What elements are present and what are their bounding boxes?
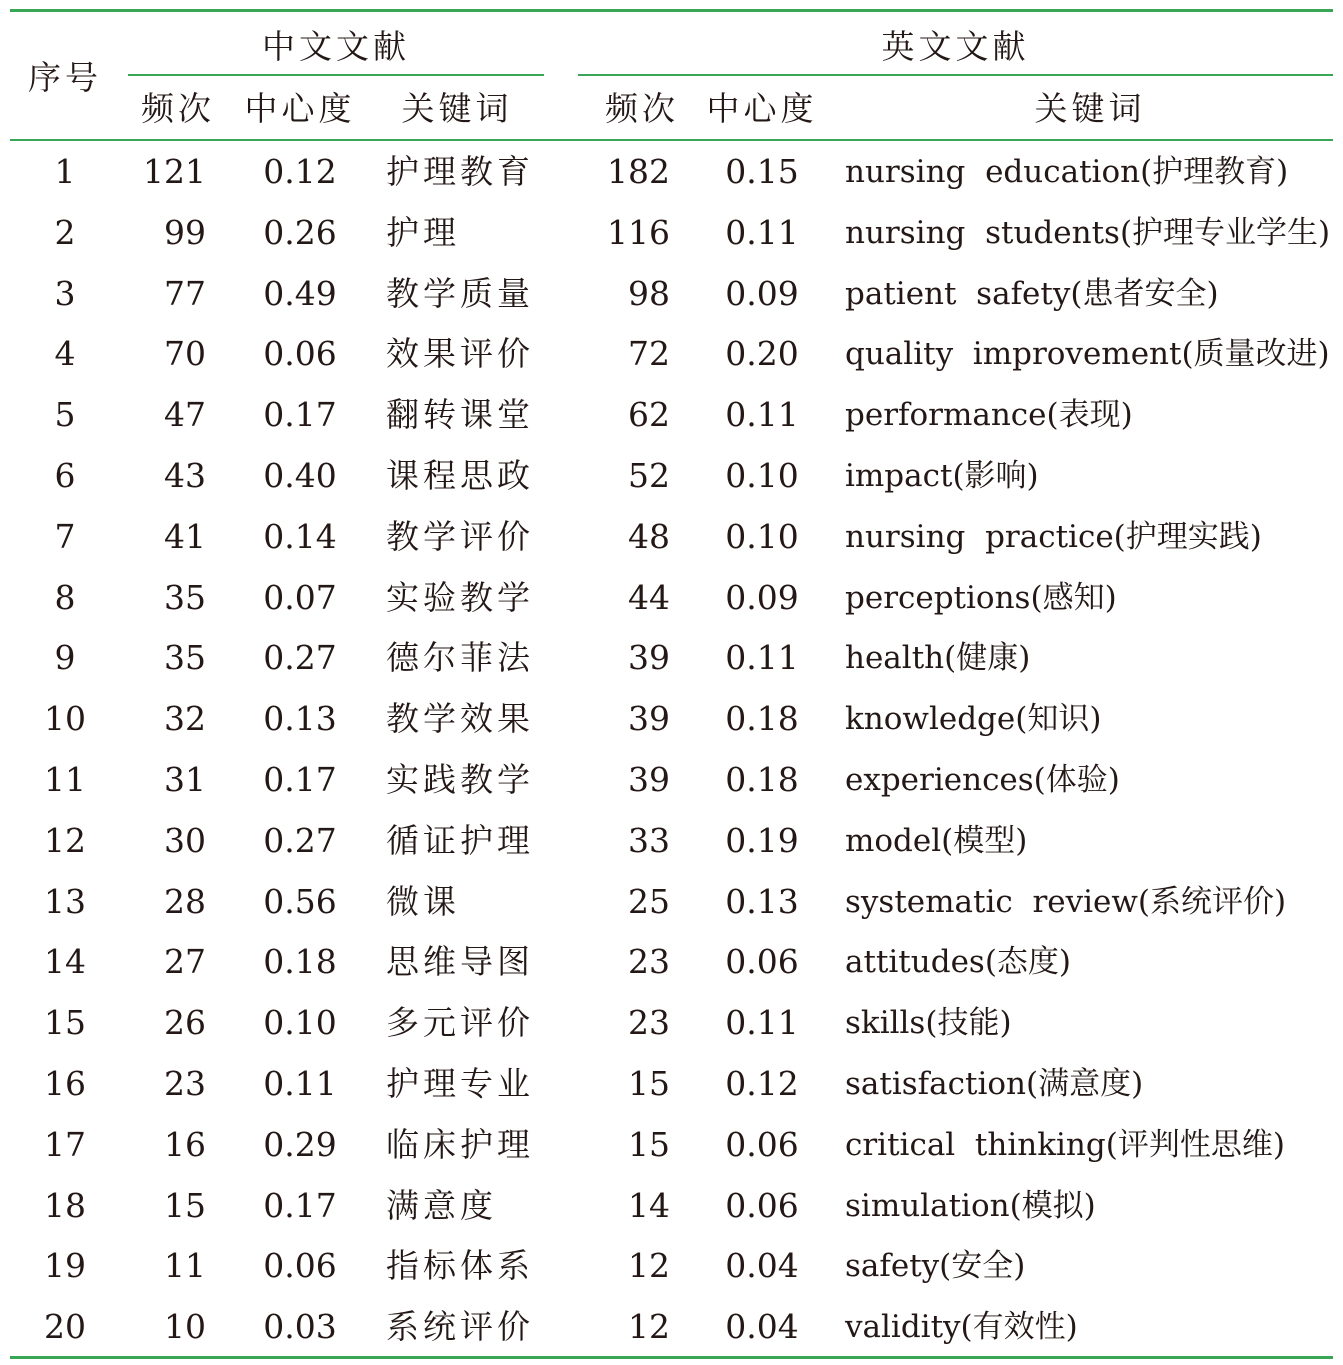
en-keyword: impact(影响) <box>845 458 1039 494</box>
en-keyword: safety(安全) <box>845 1248 1026 1285</box>
en-centrality: 0.09 <box>725 577 799 617</box>
cn-keyword: 实践教学 <box>386 760 534 799</box>
row-index: 13 <box>44 881 86 921</box>
cn-frequency: 70 <box>164 334 206 374</box>
en-keyword: critical thinking(评判性思维) <box>845 1126 1285 1163</box>
cn-centrality: 0.27 <box>263 820 337 860</box>
en-frequency: 52 <box>628 456 670 495</box>
row-index: 2 <box>54 212 76 252</box>
cn-keyword: 循证护理 <box>386 820 534 860</box>
en-centrality: 0.11 <box>725 638 799 678</box>
cn-frequency: 77 <box>164 273 206 313</box>
cn-frequency: 47 <box>164 395 206 435</box>
cn-frequency: 35 <box>164 577 206 617</box>
en-centrality: 0.10 <box>725 456 799 495</box>
en-centrality: 0.06 <box>725 942 799 982</box>
en-keyword: knowledge(知识) <box>845 701 1102 738</box>
row-index: 15 <box>44 1003 86 1043</box>
row-index: 3 <box>54 273 76 313</box>
row-index: 10 <box>44 699 86 739</box>
row-index: 9 <box>54 638 76 678</box>
cn-keyword: 临床护理 <box>386 1124 534 1164</box>
cn-frequency: 10 <box>164 1307 206 1347</box>
cn-centrality: 0.40 <box>263 456 337 495</box>
en-centrality: 0.19 <box>725 820 799 860</box>
en-keyword: patient safety(患者安全) <box>845 275 1219 312</box>
cn-centrality: 0.17 <box>263 760 337 799</box>
header-en-centrality: 中心度 <box>706 89 818 128</box>
en-frequency: 15 <box>628 1124 670 1164</box>
en-frequency: 25 <box>628 881 670 921</box>
en-keyword: attitudes(态度) <box>845 944 1072 981</box>
cn-keyword: 效果评价 <box>386 334 534 374</box>
row-index: 4 <box>54 334 76 374</box>
row-index: 18 <box>44 1185 86 1225</box>
row-index: 7 <box>54 516 76 556</box>
header-en-keyword: 关键词 <box>1034 89 1146 128</box>
cn-keyword: 指标体系 <box>386 1246 534 1286</box>
row-index: 6 <box>54 456 76 495</box>
cn-keyword: 微课 <box>386 881 460 921</box>
cn-centrality: 0.12 <box>263 152 337 191</box>
en-keyword: nursing students(护理专业学生) <box>845 214 1331 251</box>
header-cn-group: 中文文献 <box>262 27 410 66</box>
en-frequency: 39 <box>628 760 670 799</box>
header-index: 序号 <box>28 58 102 97</box>
en-centrality: 0.11 <box>725 212 799 252</box>
en-frequency: 23 <box>628 942 670 982</box>
en-centrality: 0.11 <box>725 395 799 435</box>
cn-keyword: 课程思政 <box>386 456 534 495</box>
row-index: 11 <box>44 760 86 799</box>
row-index: 12 <box>44 820 86 860</box>
cn-keyword: 护理专业 <box>386 1064 534 1103</box>
en-centrality: 0.09 <box>725 273 799 313</box>
en-keyword: simulation(模拟) <box>845 1187 1096 1224</box>
header-cn-keyword: 关键词 <box>401 89 513 128</box>
header-en-freq: 频次 <box>605 89 679 128</box>
en-centrality: 0.13 <box>725 881 799 921</box>
cn-centrality: 0.06 <box>263 1246 337 1286</box>
en-centrality: 0.15 <box>725 152 799 191</box>
en-centrality: 0.10 <box>725 516 799 556</box>
cn-frequency: 15 <box>164 1185 206 1225</box>
cn-frequency: 28 <box>164 881 206 921</box>
en-keyword: skills(技能) <box>845 1005 1012 1042</box>
en-keyword: experiences(体验) <box>845 762 1120 798</box>
cn-frequency: 23 <box>164 1064 206 1103</box>
cn-keyword: 思维导图 <box>386 942 534 982</box>
cn-frequency: 26 <box>164 1003 206 1043</box>
cn-frequency: 35 <box>164 638 206 678</box>
en-frequency: 33 <box>628 820 670 860</box>
header-cn-centrality: 中心度 <box>244 89 356 128</box>
en-keyword: systematic review(系统评价) <box>845 883 1287 920</box>
en-keyword: validity(有效性) <box>845 1309 1078 1346</box>
cn-centrality: 0.10 <box>263 1003 337 1043</box>
cn-keyword: 护理教育 <box>386 152 534 191</box>
en-keyword: quality improvement(质量改进) <box>845 336 1330 373</box>
cn-frequency: 99 <box>164 212 206 252</box>
en-frequency: 116 <box>607 212 670 252</box>
cn-keyword: 实验教学 <box>386 577 534 617</box>
row-index: 17 <box>44 1124 86 1164</box>
cn-keyword: 教学效果 <box>386 699 534 739</box>
en-centrality: 0.04 <box>725 1246 799 1286</box>
cn-keyword: 多元评价 <box>386 1003 534 1043</box>
en-centrality: 0.04 <box>725 1307 799 1347</box>
en-centrality: 0.12 <box>725 1064 799 1103</box>
cn-centrality: 0.49 <box>263 273 337 313</box>
cn-frequency: 27 <box>164 942 206 982</box>
cn-frequency: 16 <box>164 1124 206 1164</box>
cn-keyword: 护理 <box>386 212 460 252</box>
table-bottom-rule <box>10 1356 1333 1359</box>
table-top-rule <box>10 9 1333 12</box>
cn-centrality: 0.06 <box>263 334 337 374</box>
en-keyword: health(健康) <box>845 640 1031 677</box>
cn-centrality: 0.07 <box>263 577 337 617</box>
row-index: 14 <box>44 942 86 982</box>
cn-frequency: 41 <box>164 516 206 556</box>
cn-keyword: 满意度 <box>386 1185 497 1225</box>
en-frequency: 15 <box>628 1064 670 1103</box>
cn-centrality: 0.29 <box>263 1124 337 1164</box>
en-frequency: 14 <box>628 1185 670 1225</box>
cn-keyword: 系统评价 <box>386 1307 534 1347</box>
cn-frequency: 32 <box>164 699 206 739</box>
en-centrality: 0.18 <box>725 699 799 739</box>
en-keyword: satisfaction(满意度) <box>845 1066 1144 1102</box>
row-index: 8 <box>54 577 76 617</box>
en-frequency: 12 <box>628 1246 670 1286</box>
row-index: 19 <box>44 1246 86 1286</box>
cn-centrality: 0.27 <box>263 638 337 678</box>
en-centrality: 0.18 <box>725 760 799 799</box>
en-keyword: nursing practice(护理实践) <box>845 518 1262 555</box>
en-frequency: 62 <box>628 395 670 435</box>
cn-keyword: 教学评价 <box>386 516 534 556</box>
en-group-underline <box>578 74 1333 76</box>
cn-keyword: 教学质量 <box>386 273 534 313</box>
row-index: 16 <box>44 1064 86 1103</box>
header-cn-freq: 频次 <box>141 89 215 128</box>
en-keyword: performance(表现) <box>845 397 1133 434</box>
en-centrality: 0.06 <box>725 1124 799 1164</box>
en-frequency: 44 <box>628 577 670 617</box>
en-centrality: 0.06 <box>725 1185 799 1225</box>
cn-group-underline <box>128 74 544 76</box>
cn-frequency: 31 <box>164 760 206 799</box>
cn-centrality: 0.17 <box>263 395 337 435</box>
cn-centrality: 0.18 <box>263 942 337 982</box>
en-frequency: 72 <box>628 334 670 374</box>
en-centrality: 0.11 <box>725 1003 799 1043</box>
en-frequency: 23 <box>628 1003 670 1043</box>
row-index: 1 <box>54 152 76 191</box>
cn-frequency: 30 <box>164 820 206 860</box>
cn-frequency: 43 <box>164 456 206 495</box>
en-frequency: 98 <box>628 273 670 313</box>
header-bottom-rule <box>10 139 1333 141</box>
cn-keyword: 翻转课堂 <box>386 395 534 435</box>
cn-frequency: 11 <box>164 1246 206 1286</box>
header-en-group: 英文文献 <box>881 27 1030 66</box>
cn-keyword: 德尔菲法 <box>386 638 534 678</box>
en-frequency: 48 <box>628 516 670 556</box>
cn-centrality: 0.03 <box>263 1307 337 1347</box>
cn-frequency: 121 <box>143 152 206 191</box>
en-keyword: model(模型) <box>845 822 1028 859</box>
cn-centrality: 0.14 <box>263 516 337 556</box>
en-centrality: 0.20 <box>725 334 799 374</box>
en-frequency: 39 <box>628 699 670 739</box>
cn-centrality: 0.26 <box>263 212 337 252</box>
cn-centrality: 0.56 <box>263 881 337 921</box>
cn-centrality: 0.17 <box>263 1185 337 1225</box>
row-index: 20 <box>44 1307 86 1347</box>
en-frequency: 182 <box>607 152 670 191</box>
cn-centrality: 0.11 <box>263 1064 337 1103</box>
row-index: 5 <box>54 395 76 435</box>
en-keyword: perceptions(感知) <box>845 579 1117 616</box>
cn-centrality: 0.13 <box>263 699 337 739</box>
en-keyword: nursing education(护理教育) <box>845 154 1289 190</box>
en-frequency: 12 <box>628 1307 670 1347</box>
en-frequency: 39 <box>628 638 670 678</box>
